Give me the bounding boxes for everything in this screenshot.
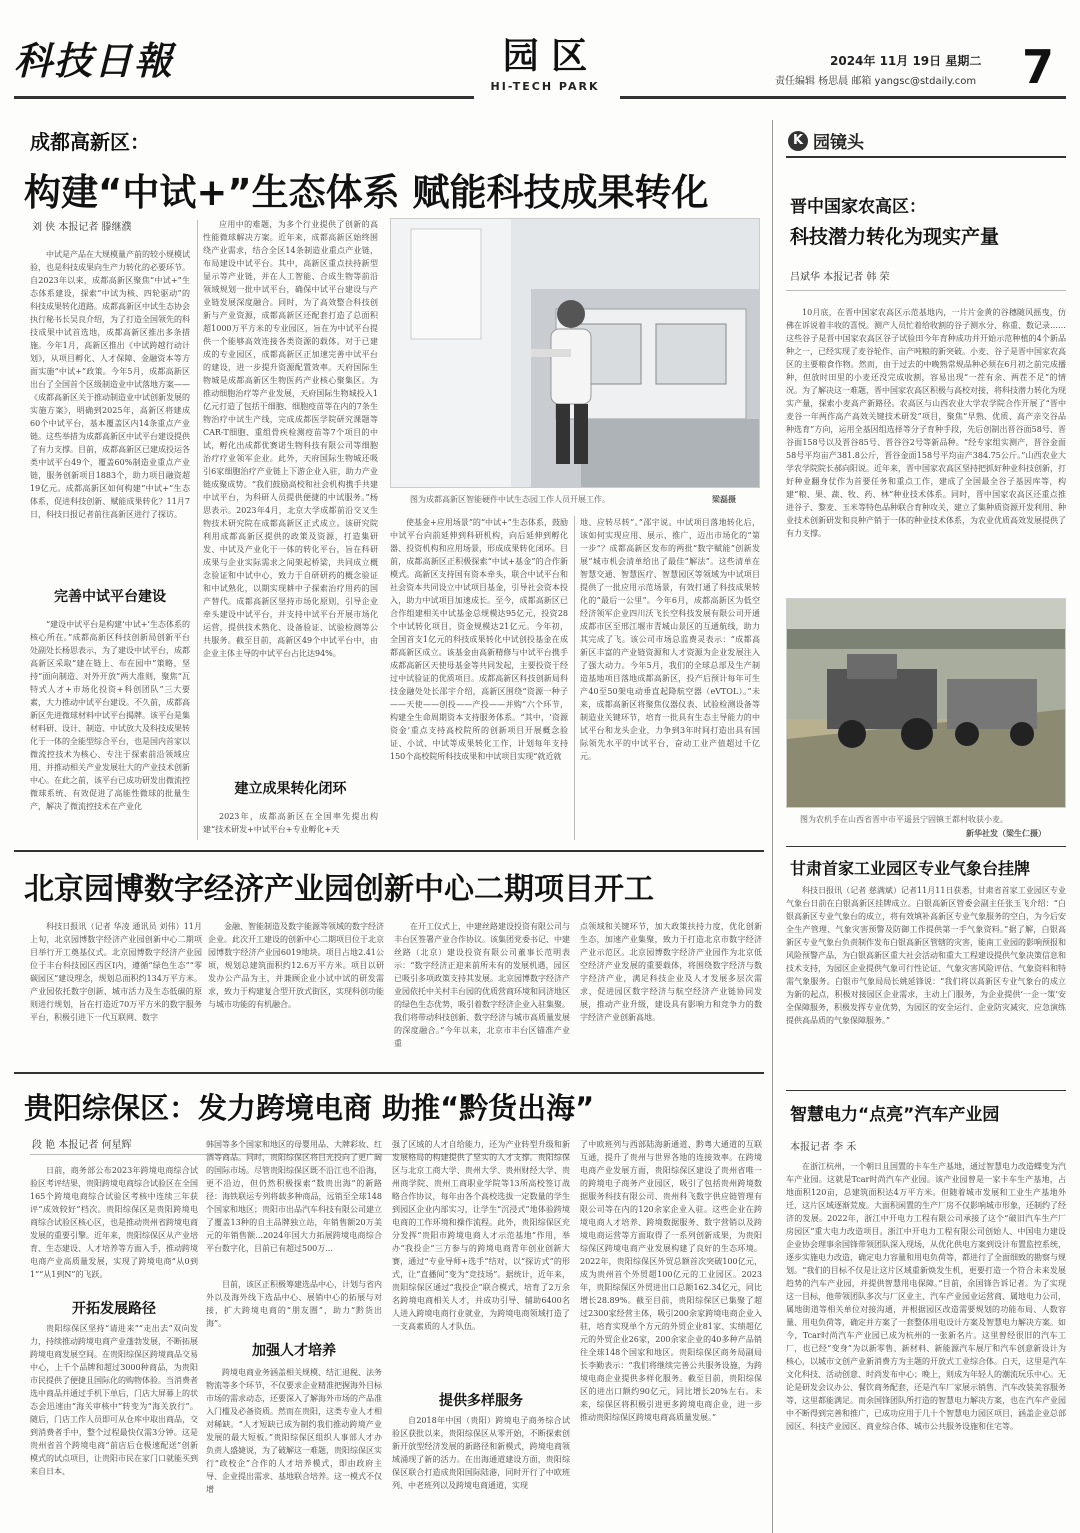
main-story-col3: 使基金+应用场景”的“中试+”生态体系，鼓励中试平台向前延伸到科研机构，向后延伸到孵化器、投资机构和应用场景，形成成果转化闭环。目前，成都高新区正积极探索“中试+基金”的合作新模式。高新区支持国有资本牵头，联合中试平台和社会资本共同设立中试项目基金，引导社会资本投入，助力中试项目加速成长。至今，成都高新区已合作组建相关中试基金总规模达95亿元，投资28个中试转化项目，资金规模达21亿元。今年初，全国首支1亿元的科技成果转化中试创投基金在成都高新区成立。该基金由高新精修与中试平台携手成都高新区天使母基金等共同发起，主要投资于经过中试验证的优质项目。成都高新区科技创新局科技金融处处长邵宇介绍，高新区围绕“资源一种子——天使——创投——产投——并购”六个环节，构建全生命周期资本支持服务体系。“其中，‘资源资金’重点支持高校院所的创新项目开展概念验证、小试、中试等成果转化工作，计划每年支持150个高校院所科技成果和中试项目实现“就近就 xyxy=(390,518,568,761)
beijing-story-col4: 点领域和关键环节，加大政策扶持力度，优化创新生态，加速产业集聚，致力于打造北京市数字经济产业示范区。北京园博数字经济产业园作为北京低空经济产业发展的重要载体，将围绕数字经济与数字经济产业，满足科技企业及人才发展多层次需求，促进园区数字经济与航空经济产业链协同发展，推动产业升级，建设具有影响力和竞争力的数字经济产业创新高地。 xyxy=(580,922,762,1022)
sidebar-column-badge xyxy=(788,128,864,153)
editor-line: 责任编辑 杨思晨 邮箱 yangsc@stdaily.com xyxy=(775,76,977,87)
main-story-headline: 构建“中试+”生态体系 赋能科技成果转化 xyxy=(24,171,709,214)
issue-date: 2024年 11月 19日 星期二 xyxy=(830,54,982,68)
sidebar-story3-byline: 本报记者 李 禾 xyxy=(790,1142,857,1153)
sidebar-story3-body: 在浙江杭州，一个朝日且国置的卡车生产基地，通过智慧电力改造蝶变为汽车产业园。这就是Tcar时尚汽车产业园。该产业园曾是一家卡车生产基地，占地面积120亩，总建筑面积达4万平方米。但随着城市发展和工业生产基地外迁，这片区域逐渐荒废。大面积闲置的生产厂房不仅影响城市形象，还制约了经济的发展。2022年，浙江中开电力工程有限公司承接了这个“破旧汽车生产厂房园区”重大电力改造项目。浙江中开电力工程有限公司创始人、中国电力建设企业协会理事余国锋带领团队深入现场，从优化供电方案到设计布置监控系统，逐步实施电力改造，确定电力容量和用电负荷等，都进行了全面细致的勘察与规划。“我们的目标不仅是让这片区域重新焕发生机，更要打造一个符合未来发展趋势的汽车产业园，并提供智慧用电保障。”目前，余国锋告诉记者。为了实现这一目标，他带领团队多次与厂区业主、汽车产业园业运营商、属地电力公司，属地街道等相关单位对接沟通，并根据园区改造需要规划的功能布局、人数容量、用电负荷等，确定并方案了一套整体用电设计方案及智慧电力解决方案。如今，Tcar时尚汽车产业园已成为杭州的一张新名片。这里曾经很旧的汽车工厂，也已经“变身”为以新零售、新材料、新能源汽车展厅和汽车创意新设计为核心，以城市文创产业新消费方为主题的开放式工业综合体。白天，这里是汽车文化科技、活动创意、时尚发布中心；晚上，则成为年轻人的潮流玩乐中心。无论是研发会议办公、餐饮商务配套，还是汽车厂家展示销售、汽车改装美容服务等，这里都能满足。而余国锋团队所打造的智慧电力解决方案，也在汽车产业园中不断得到完善和推广，已成功应用于几十个智慧电力园区项目，涵盖企业总部园区、科技产业园区、商业综合体、城市公共服务设施和住宅等。 xyxy=(786,1162,1066,1431)
guiyang-story-col1b: 贵阳综保区坚持“请进来”“走出去”双向发力，持续推动跨境电商产业蓬勃发展，不断拓展跨境电商发展空间。在贵阳综保区跨境商品交易中心，上千个品牌和超过3000种商品，为贵阳市民提供了便捷且国际化的购物体验。当消费者选中商品并通过手机下单后，门店大屏幕上的状态会迅速由“海关审核中”转变为“海关放行”。随后，门店工作人员即可从仓库中取出商品，交到消费者手中，整个过程最快仅需3分钟。这是贵州省首个跨境电商“前店后仓极速配送”创新模式的试点项目，让贵阳市民在家门口就能买到来自日本、 xyxy=(30,1324,198,1476)
guiyang-story-col2: 韩国等多个国家和地区的母婴用品、大牌彩妆、红酒等商品。同时，贵阳综保区将目光投向了更广阔的国际市场。尽管贵阳综保区既不沿江也不沿海，更不沿边，但仍然积极探索“数贵出海”的新路径：海铁联运专列将载多种商品，远销至全球148个国家和地区；贵阳市出品汽车科技有限公司建立了覆盖13种的自主品牌独立站，年销售额20万美元的年销售额...2024年国大力拓展跨境电商综合平台数字化，目前已有超过500万... xyxy=(206,1140,382,1253)
sidebar-story1-photo-credit: 新华社发（梁生仁摄） xyxy=(966,829,1046,838)
guiyang-story-subhead-2: 加强人才培养 xyxy=(252,1343,336,1359)
beijing-story-headline: 北京园博数字经济产业园创新中心二期项目开工 xyxy=(24,872,654,907)
sidebar-story1-photo xyxy=(786,598,1066,808)
column-logo-icon: K xyxy=(788,131,808,151)
sidebar-story3-headline: 智慧电力“点亮”汽车产业园 xyxy=(790,1105,1000,1125)
masthead xyxy=(0,0,1080,100)
sidebar-column-name: 园镜头 xyxy=(813,133,864,153)
main-story-subhead-2: 建立成果转化闭环 xyxy=(234,781,347,797)
beijing-story-col1: 科技日报讯（记者 华凌 通讯员 刘伟）11月上旬，北京园博数字经济产业园创新中心二期项目举行开工奠基仪式。北京园博数字经济产业园位于丰台科技园区西区Ⅰ内，遵循“绿色生态”“零碳园区”建设理念，规划总面积约134万平方米。产业园依托数字创新、城市活力及生态低碳的原则进行规划，旨在打造近70万平方米的数字服务平台，积极引进下一代互联网、数字 xyxy=(30,922,202,1022)
page-number: 7 xyxy=(1022,40,1055,94)
guiyang-story-col3b: 自2018年中国（贵阳）跨境电子商务综合试验区获批以来，贵阳综保区从零开始，不断探索创新开放型经济发展的新路径和新模式，跨境电商领域涌现了新的活力。在出海通道建设方面，贵阳综保区联合打造成贵阳国际陆港，同时开行了中欧班列、中老班列以及跨境电商通道，实现 xyxy=(392,1416,570,1490)
sidebar-story1-body: 10月底，在晋中国家农高区示范基地内，一片片金黄的谷穗随风摇曳，仿佛在诉说着丰收的喜悦。测产人员忙着给收割的谷子测水分、称重、数记录……这些谷子是晋中国家农高区谷子试验田今年育种成功并开始示范种植的4个新品种之一，已经实现了麦谷轮作、亩产吨粮的新突破。小麦、谷子是晋中国家农高区的主要粮食作物。然而，由于过去的中晚熟常规品种必须在6月初之前完成播种，但放时田里的小麦还没完成收割，容易出现“一茬有余、两茬不足”的情况。为了解决这一难题，晋中国家农高区积极与高校对接，将科技潜力转化为现实产量，探索小麦高产新路径。农高区与山西农业大学农学院合作开展了“晋中麦谷一年两作高产高效关键技术研发”项目，聚焦“早熟、优质、高产亲交谷品种选育”方向，运用全基因组选择等分子育种手段，先后创制出晋谷面58号、晋谷面158号以及晋谷85号、晋谷谷2号等新品种。“经专家组实测产，晋谷金面58号平均亩产381.8公斤，晋谷金面158号平均亩产384.75公斤。”山西农业大学农学院院长郝向阳说。近年来，晋中国家农高区坚持把抓好种业科技创新，打好种业翻身仗作为首要任务和重点工作，建成了全国最全谷子基因库等，构建“粮、果、蔬、牧、药、林”种业技术体系。同时，晋中国家农高区还重点推进谷子、黎麦、玉米等特色品种联合育种攻关，建立了集种质资源开发利用、种业技术创新研发和良种产销于一体的种业技术体系，为农业优质高效发展提供了有力支撑。 xyxy=(786,308,1066,538)
sidebar-story1-photo-caption: 图为农机手在山西省晋中市平遥县宁固镇王都村收获小麦。 xyxy=(800,815,1008,824)
beijing-story-col2: 金融、智能制造及数字能源等领域的数字经济企业。此次开工建设的创新中心二期项目位于北京园博数字经济产业园6019地块。项目占地2.41公顷，规划总建筑面积约12.6万平方米。项目以研发办公产品为主，并兼顾企业小试中试的研发需求，致力于构建复合型开放式街区，实现科创功能与城市功能的有机融合。 xyxy=(208,922,384,1009)
harvest-photo-illustration xyxy=(787,599,1066,808)
section-title-en: HI-TECH PARK xyxy=(490,80,600,93)
main-story-col2b: 2023年，成都高新区在全国率先提出构建“技术研发+中试平台+专业孵化+天 xyxy=(203,812,378,834)
main-story-kicker: 成都高新区： xyxy=(30,130,150,154)
beijing-story-col3: 在开工仪式上，中建丝路建设投资有限公司与丰台区签署产业合作协议。该集团党委书记、中建丝路（北京）建设投资有限公司董事长范明表示：“数字经济正迎来前所未有的发展机遇，园区已吸引多项政策支持其发展。北京园博数字经济产业园依托中关村丰台园的优质营商环境和同济地区的绿色生态优势，吸引着数字经济企业入驻集聚。我们将带动科技创新、数字经济与城市高质量发展的深度融合。”今年以来，北京市丰台区锚准产业重 xyxy=(394,922,570,1048)
sidebar-story2-body: 科技日报讯（记者 慈满斌）记者11月11日获悉，甘肃省首家工业园区专业气象台日前在白银高新区挂牌成立。白银高新区管委会副主任张玉飞介绍：“白银高新区专业气象台的成立，将有效填补高新区专业气象服务的空白，为今后安全生产管理、气象灾害预警及防御工作提供第一手气象资料。”据了解，白银高新区专业气象台负责制作发布白银高新区管辖的灾害，能南工业园的影响预报和风险预警产品，为白银高新区重大社会活动和重大工程建设提供气象决策信息和技术支持，为园区企业提供气象可行性论证、气象灾害风险评估、气象资料和特需气象服务。白银市气象局局长姚延锋说：“我们将以高新区专业气象台的成立为新的起点，积极对接园区企业需求，主动上门服务，为企业提供‘一企一策’安全保障服务，积极发挥专业优势，为园区的安全运行、企业防灾减灾、应急演练提供高品质的气象保障服务。” xyxy=(786,886,1066,1025)
main-story-photo-credit: 梁磊摄 xyxy=(712,495,736,504)
guiyang-story-subhead-3: 提供多样服务 xyxy=(439,1393,523,1409)
sidebar-story1-headline-1: 晋中国家农高区： xyxy=(790,197,926,217)
paper-logo: 科技日報 xyxy=(14,38,175,83)
sidebar-story1-byline: 吕斌华 本报记者 韩 荣 xyxy=(790,272,890,283)
guiyang-story-col1: 日前，商务部公布2023年跨境电商综合试验区考评结果，贵阳跨境电商综合试验区在全国165个跨境电商综合试验区考核中连续三年获评“成效较好”档次。贵阳综保区是贵阳跨境电商综合试验区核心区，也是推动贵州省跨境电商发展的重要引擎。近年来，贵阳综保区从产业培育、生态建设、人才培养等方面入手，推动跨境电商产业高质量发展，实现了跨境电商“从0到1”“从1到N”的飞跃。 xyxy=(30,1166,198,1279)
guiyang-story-byline: 段 艳 本报记者 何星辉 xyxy=(32,1140,132,1151)
guiyang-story-col2c: 跨境电商业务涵盖相关规模、结汇退税、法务物流等多个环节，不仅要求企业精准把握海外目标市场的需求动态，还要深入了解海外市场的产品准入门槛及必备资质。然而在贵阳，这类专业人才相对稀缺。“人才短缺已成为制约我们推动跨境产业发展的最大短板。”贵阳综保区组织人事部人才办负责人盛婕说，为了破解这一难题，贵阳综保区实行“政校企”合作的人才培养模式，即由政府主导、企业提出需求、基地联合培养。这一模式不仅增 xyxy=(206,1368,382,1494)
main-story-byline: 刘 侠 本报记者 滕继濮 xyxy=(32,222,132,233)
main-story-col1: 中试是产品在大规模量产前的较小规模试验，也是科技成果向生产力转化的必要环节。自2023年以来，成都高新区聚焦“中试+”生态体系建设，探索“中试为核、四轮驱动”的科技成果转化道路。成都高新区中试生态协会执行秘书长吴良介绍，为了打造全国领先的科技成果中试首选地，成都高新区推出多条措施。今年1月，高新区推出《中试跨越行动计划》，从项目孵化、人才保障、金融资本等方面实施“中试+”政策。今年5月，成都高新区出台了全国首个区级制造业中试落地方案——《成都高新区关于推动制造业中试创新发展的实施方案》，明确到2025年，高新区将建成60个中试平台，基本覆盖区内14条重点产业链。这些举措为成都高新区中试平台建设提供了有力支撑。目前，成都高新区已建成投运各类中试平台49个，覆盖60%制造业重点产业链，服务创新项目1883个，助力项目融资超19亿元。成都高新区如何构建“中试+”生态体系，促进科技创新、赋能成果转化？11月7日，科技日报记者前往高新区进行了探访。 xyxy=(30,250,190,519)
main-story-col4: 地、应转尽转”。”邵宇说。中试项目落地转化后，该如何实现应用、展示、推广，迈出市场化的“第一步”？成都高新区发布的两批“数字赋能”创新发展”城市机会清单给出了最佳“解法”。这些清单在智慧交通、智慧医疗、智慧园区等领域为中试项目提供了一批应用示范场景，有效打通了科技成果转化的“最后一公里”。今年6月，成都高新区为低空经济领军企业四川沃飞长空科技发展有限公司开通成都市区至邢江堰市青城山景区的互通航线，助力其完成了飞。该公司市场总监费灵表示：“成都高新区丰富的产业链资源和人才资源为企业发展注入了强大动力。今年5月，我们的全球总部及生产制造基地项目落地成都高新区，投产后预计每年可生产40至50架电动垂直起降航空器（eVTOL）。”未来，成都高新区将聚焦仪器仪表、试验检测设备等制造业关键环节，培育一批具有生态主导能力的中试平台和龙头企业，力争到3年时间打造出具有国际领先水平的中试平台，奋动工业产值超过千亿元。 xyxy=(580,518,760,761)
guiyang-story-col2b: 目前，该区正积极筹建选品中心，计划与省内外以及海外线下选品中心、展销中心的拓展与对接，扩大跨境电商的“朋友圈”，助力“黔货出海”。 xyxy=(206,1280,382,1328)
guiyang-story-col4: 了中欧班列与西部陆海新通道、黔粤大通道的互联互通，提升了贵州与世界各地的连接效率。在跨境电商产业发展方面，贵阳综保区建设了贵州省唯一的跨境电子商务产业园区，吸引了包括贵州跨境数据服务科技有限公司、贵州科飞数字供应链管理有限公司等在内的120余家企业入驻。这些企业在跨境电商人才培养、跨境数据服务、数字营销以及跨境电商运营等方面取得了一系列创新成果，为贵阳综保区跨境电商产业发展构建了良好的生态环境。2022年，贵阳综保区外贸总额首次突破100亿元，成为贵州首个外贸超100亿元的工业园区。2023年，贵阳综保区外贸进出口总额162.34亿元，同比增长28.89%。截至目前，贵阳综保区已集聚了超过2300家经营主体，吸引200余家跨境电商企业入驻，培育实现单个方元的外贸企业81家、实绩超亿元的外贸企业26家，200余家企业的40多种产品销往全球148个国家和地区。贵阳综保区商务局副局长李勤表示：“我们将继续完善公共服务设施，为跨境电商企业提供多样化服务。截至目前，贵阳综保区的进出口额约90亿元，同比增长20%左右。未来，综保区将积极引进更多跨境电商企业，进一步推动贵阳综保区跨境电商高质量发展。” xyxy=(580,1140,762,1422)
guiyang-story-subhead-1: 开拓发展路径 xyxy=(72,1301,156,1317)
guiyang-story-col3: 强了区域的人才自给能力，还为产业转型升级和新发展格局的构建提供了坚实的人才支撑。贵阳综保区与北京工商大学、贵州大学、贵州财经大学、贵州商学院、贵州工商职业学院等13所高校签订战略合作协议，每年由各个高校选拔一定数量的学生到园区企业内部实习，让学生“沉浸式”地体验跨境电商的工作环境和操作流程。此外，贵阳综保区充分发挥“贵阳市跨境电商人才示范基地”作用，举办“我投企”三方参与的跨境电商青年创业创新大赛，通过“专业导师+选手”结对，以“探访式”的形式，让“直播间”变为“竞技场”。据统计，近年来，贵阳综保区通过“我投企”联合模式，培育了2万余名跨境电商相关人才，并成功引导、辅助6400名人进入跨境电商行业就业，为跨境电商领域打造了一支高素质的人才队伍。 xyxy=(392,1140,570,1331)
sidebar-story1-headline-2: 科技潜力转化为现实产量 xyxy=(790,226,1000,248)
main-story-col1b: “建设中试平台是构建‘中试+’生态体系的核心所在。”成都高新区科技创新局创新平台处副处长杨思表示，为了建设中试平台，成都高新区采取“建在链上、布在园中”策略，坚持“面向制造、对外开放”两大准则，聚焦“瓦特式人才+市场化投资+科创团队”三大要素，大力推动中试平台建设。不久前，成都高新区先进微球材料中试平台揭牌。该平台是集材料研、设计、制造、中试放大及科技成果转化于一体的全能型综合平台，也是国内首家以微流控技术为核心、专注于探索前沿领域应用、并推动相关产业发展壮大的产业技术创新中心。在此之前，该平台已成功研发出微流控微球系统、有效促进了高能性微球的批量生产，解决了微流控技术在产业化 xyxy=(30,620,190,811)
main-story-photo-caption: 图为成都高新区智能硬件中试生态园工作人员开展工作。 xyxy=(410,495,610,504)
section-title: 园 区 xyxy=(502,36,588,77)
guiyang-story-headline: 贵阳综保区：发力跨境电商 助推“黔货出海” xyxy=(24,1091,595,1125)
main-story-photo xyxy=(390,218,760,488)
lab-photo-illustration xyxy=(391,219,760,488)
main-story-subhead-1: 完善中试平台建设 xyxy=(54,589,166,605)
sidebar-story2-headline: 甘肃首家工业园区专业气象台挂牌 xyxy=(790,859,1031,878)
main-story-col2: 应用中的难题，为多个行业提供了创新的高性能微球解决方案。近年来，成都高新区始终围绕产业需求，结合全区14条制造业重点产业链，布局建设中试平台。其中，高新区重点扶持新型显示等产业链，并在人工智能、合成生物等前沿领域规划一批中试平台，确保中试平台建设与产业链发展深度融合。同时，为了高效整合科技创新与产业资源，成都高新区还配套打造了总面积超1000万平方米的专业园区，旨在为中试平台提供一个能够高效连接各类资源的载体。对于已建成的专业园区，成都高新区正加速完善中试平台的建设，进一步提升资源配置效率。天府国际生物城是成都高新区生物医药产业核心聚集区。为推动细胞治疗等产业发展，天府国际生物城投入1亿元打造了包括干细胞、细胞疫苗等在内的7条生物治疗中试生产线，完成成都医学院研究课题等CAR-T细胞、重组骨疾检测疫苗等7个项目的中试，孵化出成都优赛诺生物科技有限公司等细胞治疗疗业领军企业。此外，天府国际生物城还吸引6家细胞治疗产业链上下游企业入驻，助力产业链成聚成势。“我们鼓励高校和社会机构携手共建中试平台，为科研人员提供便捷的中试服务。”杨思表示。2023年4月，北京大学成都前沿交叉生物技术研究院在成都高新区正式成立。该研究院利用成都高新区提供的政策及资源，打造集研发、中试及产业化于一体的转化平台，旨在科研成果与企业实际需求之间架起桥梁，共同成立概念验证和中试中心，致力于自研研药的概念验证和中试熟化，以期实现耕中子探索治疗用药的国产替代。成都高新区坚持市场化原则，引导企业牵头建设中试平台，并支持中试平台开展市场化运营，提供技术熟化、设备验证、试验检测等公共服务。截至目前，高新区49个中试平台中，由企业主体主导的中试平台占比达94%。 xyxy=(203,220,378,658)
